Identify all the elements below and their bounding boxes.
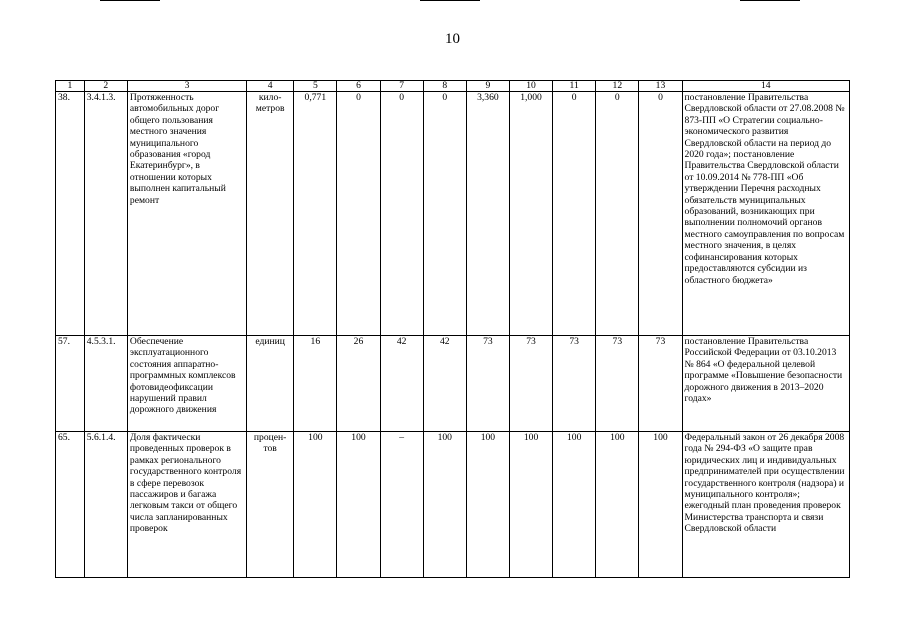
indicator-value: 73 xyxy=(553,336,596,432)
column-number: 4 xyxy=(247,81,294,92)
indicator-value: 100 xyxy=(639,432,682,578)
row-number: 38. xyxy=(56,92,85,336)
row-code: 5.6.1.4. xyxy=(84,432,127,578)
indicator-value: 100 xyxy=(509,432,552,578)
table-row xyxy=(56,92,850,336)
indicator-value: 73 xyxy=(509,336,552,432)
row-number: 65. xyxy=(56,432,85,578)
indicators-table xyxy=(55,80,850,578)
indicator-value: 42 xyxy=(423,336,466,432)
column-number: 8 xyxy=(423,81,466,92)
indicator-name: Доля фактически проведенных проверок в рамках регионального государственного контроля в сфере перевозок пассажиров и багажа легковым такси от общего числа запланированных проверок xyxy=(127,432,246,578)
row-code: 4.5.3.1. xyxy=(84,336,127,432)
legal-basis: постановление Правительства Свердловской области от 27.08.2008 № 873-ПП «О Стратегии социально-экономического развития Свердловской области на период до 2020 года»; постановление Правительства Свердловской области от 10.09.2014 № 778-ПП «Об утверждении Перечня расходных обязательств муниципальных образований, возникающих при выполнении полномочий органов местного самоуправления по вопросам местного значения, в целях софинансирования которых предоставляются субсидии из областного бюджета» xyxy=(682,92,849,336)
indicator-value: 1,000 xyxy=(509,92,552,336)
indicator-value: 100 xyxy=(466,432,509,578)
indicator-value: – xyxy=(380,432,423,578)
unit-of-measure: единиц xyxy=(247,336,294,432)
indicator-value: 42 xyxy=(380,336,423,432)
indicator-value: 73 xyxy=(466,336,509,432)
indicator-value: 3,360 xyxy=(466,92,509,336)
column-number: 5 xyxy=(294,81,337,92)
column-number: 9 xyxy=(466,81,509,92)
indicator-value: 0 xyxy=(380,92,423,336)
scan-top-rule xyxy=(100,0,160,1)
column-number: 6 xyxy=(337,81,380,92)
unit-of-measure: кило- метров xyxy=(247,92,294,336)
indicator-value: 100 xyxy=(337,432,380,578)
column-number: 10 xyxy=(509,81,552,92)
legal-basis: Федеральный закон от 26 декабря 2008 года № 294-ФЗ «О защите прав юридических лиц и индивидуальных предпринимателей при осуществлении государственного контроля (надзора) и муниципального контроля»; ежегодный план проведения проверок Министерства транспорта и связи Свердловской области xyxy=(682,432,849,578)
scan-top-rule xyxy=(740,0,800,1)
indicator-value: 0 xyxy=(337,92,380,336)
column-number: 1 xyxy=(56,81,85,92)
column-number: 11 xyxy=(553,81,596,92)
indicator-value: 26 xyxy=(337,336,380,432)
table-row xyxy=(56,432,850,578)
column-number: 13 xyxy=(639,81,682,92)
column-number: 12 xyxy=(596,81,639,92)
column-number-row xyxy=(56,81,850,92)
unit-of-measure: процен- тов xyxy=(247,432,294,578)
row-code: 3.4.1.3. xyxy=(84,92,127,336)
indicator-value: 0 xyxy=(553,92,596,336)
indicator-value: 100 xyxy=(423,432,466,578)
indicator-value: 100 xyxy=(553,432,596,578)
indicator-name: Протяженность автомобильных дорог общего пользования местного значения муниципального образования «город Екатеринбург», в отношении которых выполнен капитальный ремонт xyxy=(127,92,246,336)
legal-basis: постановление Правительства Российской Федерации от 03.10.2013 № 864 «О федеральной целевой программе «Повышение безопасности дорожного движения в 2013–2020 годах» xyxy=(682,336,849,432)
indicator-name: Обеспечение эксплуатационного состояния аппаратно-программных комплексов фотовидеофиксации нарушений правил дорожного движения xyxy=(127,336,246,432)
column-number: 3 xyxy=(127,81,246,92)
indicator-value: 0 xyxy=(423,92,466,336)
indicator-value: 73 xyxy=(639,336,682,432)
indicator-value: 73 xyxy=(596,336,639,432)
column-number: 7 xyxy=(380,81,423,92)
column-number: 2 xyxy=(84,81,127,92)
indicator-value: 100 xyxy=(294,432,337,578)
indicator-value: 0 xyxy=(639,92,682,336)
column-number: 14 xyxy=(682,81,849,92)
row-number: 57. xyxy=(56,336,85,432)
indicator-value: 0 xyxy=(596,92,639,336)
indicator-value: 16 xyxy=(294,336,337,432)
indicator-value: 0,771 xyxy=(294,92,337,336)
table-row xyxy=(56,336,850,432)
page-number: 10 xyxy=(445,31,460,47)
indicator-value: 100 xyxy=(596,432,639,578)
scan-top-rule xyxy=(420,0,480,1)
